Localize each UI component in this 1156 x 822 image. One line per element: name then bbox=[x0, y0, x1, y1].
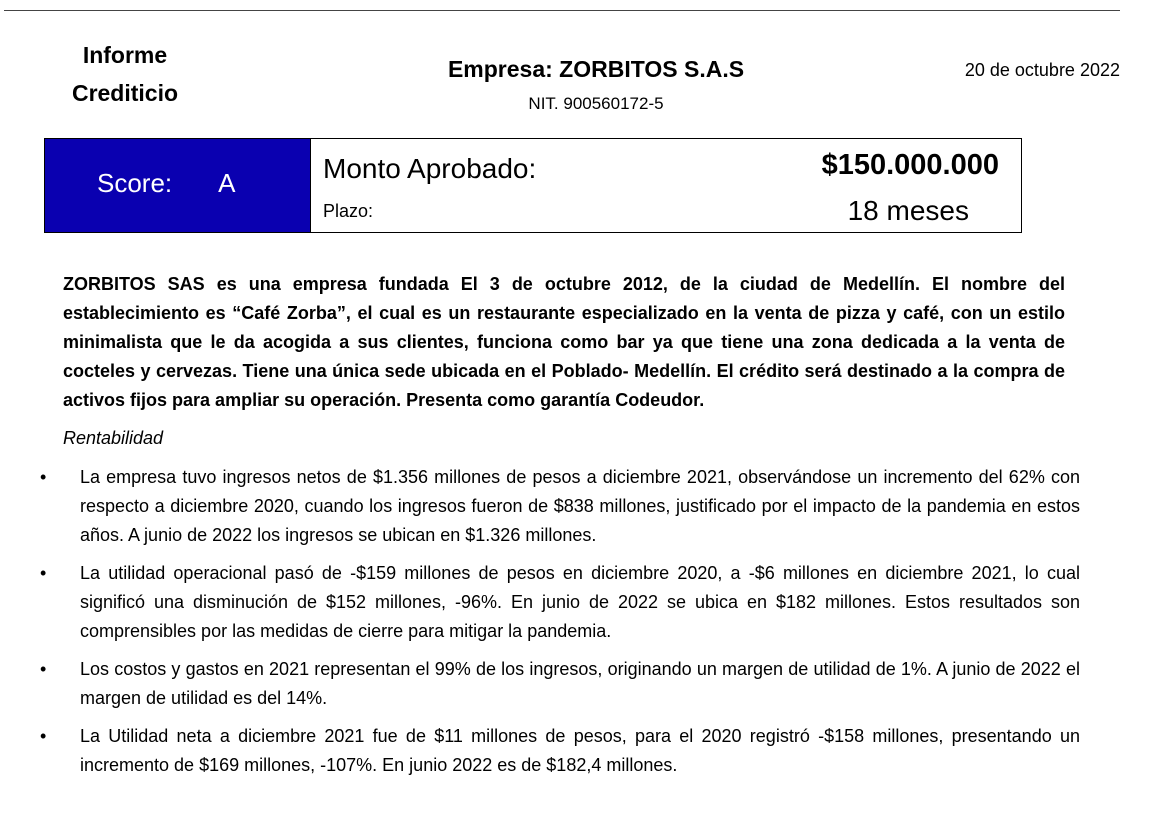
bullet-item bbox=[40, 722, 1080, 780]
bullet-item bbox=[40, 463, 1080, 550]
amount-panel bbox=[310, 139, 1021, 232]
bullet-dot-icon: • bbox=[40, 467, 47, 487]
bullet-text: La empresa tuvo ingresos netos de $1.356 millones de pesos a diciembre 2021, observándose un incremento del 62% con respecto a diciembre 2020, cuando los ingresos fueron de $838 millones, justificado por el impacto de la pandemia en estos años. A junio de 2022 los ingresos se ubican en $1.326 millones. bbox=[80, 467, 1080, 545]
bullet-text: Los costos y gastos en 2021 representan el 99% de los ingresos, originando un margen de utilidad de 1%. A junio de 2022 el margen de utilidad es del 14%. bbox=[80, 659, 1080, 708]
company-description: ZORBITOS SAS es una empresa fundada El 3 de octubre 2012, de la ciudad de Medellín. El nombre del establecimiento es “Café Zorba”, el cual es un restaurante especializado en la venta de pizza y café, con un estilo minimalista que le da acogida a sus clientes, funciona como bar ya que tiene una zona dedicada a la venta de cocteles y cervezas. Tiene una única sede ubicada en el Poblado- Medellín. El crédito será destinado a la compra de activos fijos para ampliar su operación. Presenta como garantía Codeudor. bbox=[63, 274, 1065, 410]
top-divider bbox=[4, 10, 1120, 11]
score-panel bbox=[45, 139, 310, 232]
bullet-item bbox=[40, 655, 1080, 713]
score-label: Score: bbox=[97, 168, 173, 198]
bullet-dot-icon: • bbox=[40, 726, 47, 746]
bullet-text: La Utilidad neta a diciembre 2021 fue de $11 millones de pesos, para el 2020 registró -$158 millones, presentando un incremento de $169 millones, -107%. En junio 2022 es de $182,4 millones. bbox=[80, 726, 1080, 775]
credit-summary-box bbox=[44, 138, 1022, 233]
report-date: 20 de octubre 2022 bbox=[964, 60, 1120, 80]
report-title: Informe Crediticio bbox=[71, 42, 179, 106]
approved-amount-value: $150.000.000 bbox=[821, 149, 999, 181]
company-name: Empresa: ZORBITOS S.A.S bbox=[447, 56, 745, 82]
term-label: Plazo: bbox=[323, 201, 374, 221]
bullet-dot-icon: • bbox=[40, 563, 47, 583]
bullet-item bbox=[40, 559, 1080, 646]
bullet-text: La utilidad operacional pasó de -$159 millones de pesos en diciembre 2020, a -$6 millones en diciembre 2021, lo cual significó una disminución de $152 millones, -96%. En junio de 2022 se ubica en $182 millones. Estos resultados son comprensibles por las medidas de cierre para mitigar la pandemia. bbox=[80, 563, 1080, 641]
approved-amount-label: Monto Aprobado: bbox=[323, 153, 537, 184]
section-heading-rentabilidad: Rentabilidad bbox=[63, 428, 164, 448]
term-value: 18 meses bbox=[847, 195, 969, 226]
company-nit: NIT. 900560172-5 bbox=[528, 94, 664, 113]
rentabilidad-bullet-list bbox=[40, 463, 1080, 789]
score-value: A bbox=[218, 168, 236, 198]
bullet-dot-icon: • bbox=[40, 659, 47, 679]
